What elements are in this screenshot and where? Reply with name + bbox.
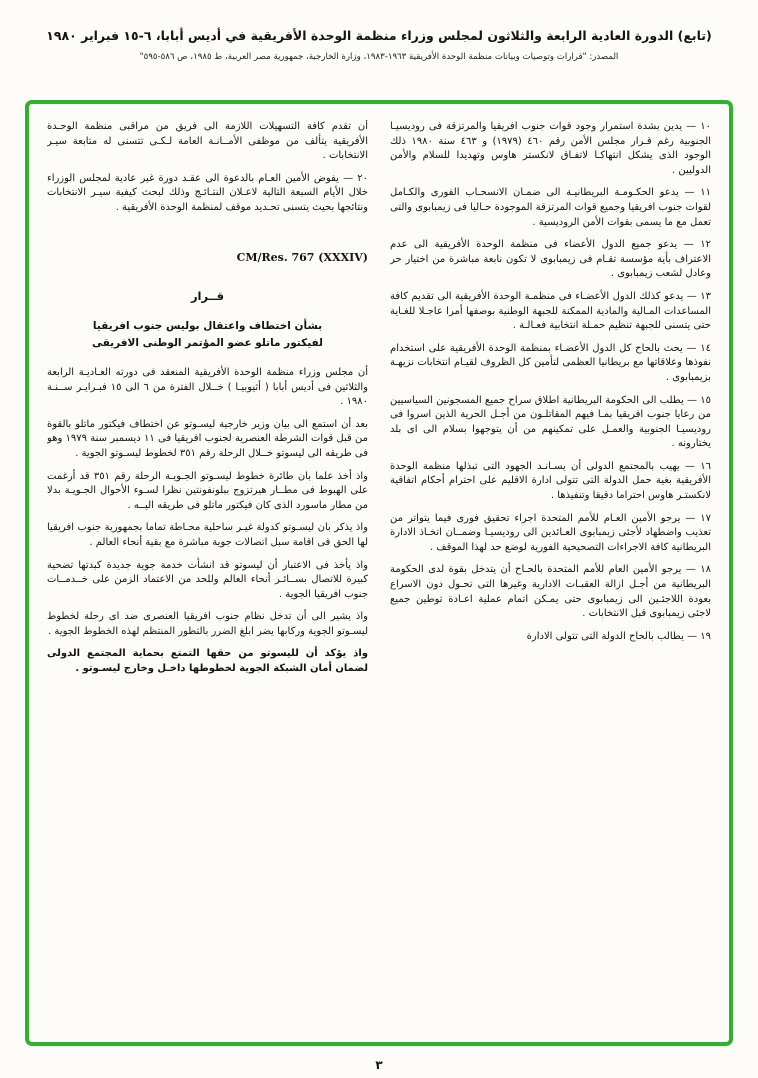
preamble-considering: واذ يأخذ فى الاعتبار أن ليسوتو قد انشأت خدمة جوية جديدة كبدتها تضحية كبيرة للاتصال بســائـر أنحاء العالم وللحد من الاعتماد الزمن على خــدمــات جنوب افريقيا الجوية . <box>47 559 368 600</box>
resolution-title-line2: لفيكتور ماتلو عضو المؤتمر الوطنى الافريقى <box>92 337 323 350</box>
resolution-reference: CM/Res. 767 (XXXIV) <box>236 250 368 264</box>
preamble-noting: واذ أخذ علما بان طائرة خطوط ليسـوتو الجـويـة الرحلة رقم ٣٥١ قد أرغمت على الهبوط فى مطــار هيرتزوج ببلونفونتين نظرا لسـوء الأحوال الجـويـة بدلا من مطار ماسورد الذى كان فيكتور ماتلو فى طريقه اليــه . <box>47 470 368 511</box>
source-line: المصدر: "قرارات وتوصيات وبيانات منظمة الوحدة الأفريقية ١٩٦٣-١٩٨٣، وزارة الخارجية، جمهورية مصر العربية، ط ١٩٨٥، ص ٥٨٦-٥٩٥" <box>139 52 619 62</box>
resolution-title <box>47 318 368 352</box>
content-border-box <box>25 100 733 1046</box>
clause-11: ١١ — يدعو الحكـومـة البريطانيـة الى ضمـان الانسحـاب الفورى والكـامل لقوات جنوب افريقيا وجميع قوات المرتزقة الموجودة حـاليا فى زيمبابوى والتى تعمل مع ما يسمى بقوات الأمن الروديسية . <box>390 187 711 228</box>
clause-14: ١٤ — يحث بالحاح كل الدول الأعضـاء بمنظمة الوحدة الأفريقية على استخدام نفوذها وعلاقاتها مع بريطانيا العظمى لتأمين كل الظروف لقيـام انتخابات نزيهـة بزيمبابوى . <box>390 342 711 383</box>
page-number: ٣ <box>375 1058 383 1072</box>
clause-16: ١٦ — يهيب بالمجتمع الدولى أن يسـانـد الجهود التى تبذلها منظمة الوحدة الأفريقية بغية حمل الدولة التى تتولى ادارة الاقليم على احترام أحكام اتفاقية لانكستـر هاوس احتراما دقيقا وتنفيذها . <box>390 460 711 502</box>
preamble-statement: بعد أن استمع الى بيان وزير خارجية ليسـوتو عن اختطاف فيكتور ماتلو بالقوة من قبل قوات الشرطة العنصرية لجنوب افريقيا فى ١١ ديسمبر سنة ١٩٧٩ وهو فى طريقه الى ليسوتو خــلال الرحلة رقم ٣٥١ لخطوط ليسـوتو الجوية . <box>47 418 368 459</box>
clause-15: ١٥ — يطلب الى الحكومة البريطانية اطلاق سراح جميع المسجونين السياسيين من رعايا جنوب افريقيا بمـا فيهم المقاتلـون من أجـل الحرية الذين اسروا فى روديسيـا الجنوبية والعمـل على تمكينهم من أن يتوجهوا بسلام الى اى بلد يختارونه . <box>390 394 711 450</box>
preamble-recalling: واذ يذكر بان ليسـوتو كدولة غيـر ساحلية محـاطة تماما بجمهورية جنوب افريقيا لها الحق فى اقامة سبل اتصالات جوية مباشرة مع بقية أنحاء العالم . <box>47 522 368 548</box>
page-header: (تابع) الدورة العادية الرابعة والثلاثون لمجلس وزراء منظمة الوحدة الأفريقية في أديس أبابا، ٦-١٥ فبراير ١٩٨٠ <box>46 28 712 43</box>
clause-12: ١٢ — يدعو جميع الدول الأعضاء فى منظمة الوحدة الأفريقية الى عدم الاعتراف بأية مؤسسة تقـام فى زيمبابوى لا تكون نابعة مباشرة من اختيار حر وعادل لشعب زيمبابوى . <box>390 239 711 280</box>
preamble-affirming: واذ يؤكد أن لليسوتو من حقها التمتع بحماية المجتمع الدولى لضمان أمان الشبكة الجوية لخطوطها داخـل وخارج ليسـوتو . <box>47 648 368 675</box>
clause-10: ١٠ — يدين بشدة استمرار وجود قوات جنوب افريقيا والمرتزقة فى روديسيـا الجنوبية رغم قـرار مجلس الأمن رقم ٤٦٠ (١٩٧٩) و ٤٦٣ سنة ١٩٨٠ ذلك الوجود الذى يشكل انتهاكـا لاتفـاق لانكستر هاوس وتهديدا للسلام والأمن الدوليين . <box>390 121 711 176</box>
preamble-session: أن مجلس وزراء منظمة الوحدة الأفريقية المنعقد فى دورته العـاديـة الرابعة والثلاثين فى أديس أبابا ( أثيوبيـا ) خــلال الفترة من ٦ الى ١٥ فبـرايـر ســنـة ١٩٨٠ . <box>47 366 368 408</box>
clause-17: ١٧ — يرجو الأمين العـام للأمم المتحدة اجراء تحقيق فورى فيما يتواتر من تعذيب واضطهاد لأجئى زيمبابوى العـائدين الى روديسيـا وضمــان اتخـاذ الادارة البريطانية كافة الاجراءات التصحيحية الفورية لوضع حد لهذا الموقف . <box>390 512 711 553</box>
clause-19: ١٩ — يطالب بالحاح الدولة التى تتولى الادارة <box>526 630 711 642</box>
clause-13: ١٣ — يدعو كذلك الدول الأعضـاء فى منظمـة الوحدة الأفريقية الى تقديم كافة المساعدات المـالية والمادية الممكنة للجبهة الوطنية بوصفها أمرا عاجـلا للغـاية حتى يتسنى للجبهة تنظيم حمـلة انتخابية فعـالـة . <box>390 290 711 332</box>
left-column <box>47 120 368 1030</box>
right-column <box>390 120 711 1030</box>
preamble-pointing: واذ يشير الى أن تدخل نظام جنوب افريقيا العنصرى ضد اى رحلة لخطوط ليسـوتو الجوية وركابها يضر ابلغ الضرر بالتطور المنتظم لهذه الخطوط الجوية . <box>47 611 368 637</box>
resolution-title-line1: بشأن اختطاف واعتقال بوليس جنوب افريقيا <box>92 320 323 333</box>
clause-20: ٢٠ — يفوض الأمين العـام بالدعوة الى عقـد دورة غير عادية لمجلس الوزراء خلال الأيام السبعة التالية لاعـلان النتـائـج وذلك لبحث كيفية سيـر الانتخابات ونتائجها بحيث يتسنى تحـديد موقف لمنظمة الوحدة الأفريقية . <box>47 172 368 213</box>
clause-continuation: أن تقدم كافة التسهيلات اللازمة الى فريق من مراقبى منظمة الوحـدة الأفريقية يتألف من موظفى الأمــانـة العامة لـكـى تتسنى له متابعة سيـر الانتخابات . <box>47 121 368 162</box>
clause-18: ١٨ — يرجو الأمين العام للأمم المتحدة بالحـاح أن يتدخل بقوة لدى الحكومة البريطانية من أجـل ازالة العقبـات الادارية وغيرها التى تحـول دون الاسراع بعودة اللاجئـين الى زيمبابوى حتى يمـكن اتمام عملية اعـادة توطين جميع لاجئى زيمبابوى قبل الانتخابات . <box>390 564 711 620</box>
resolution-heading: قــرار <box>190 288 225 303</box>
